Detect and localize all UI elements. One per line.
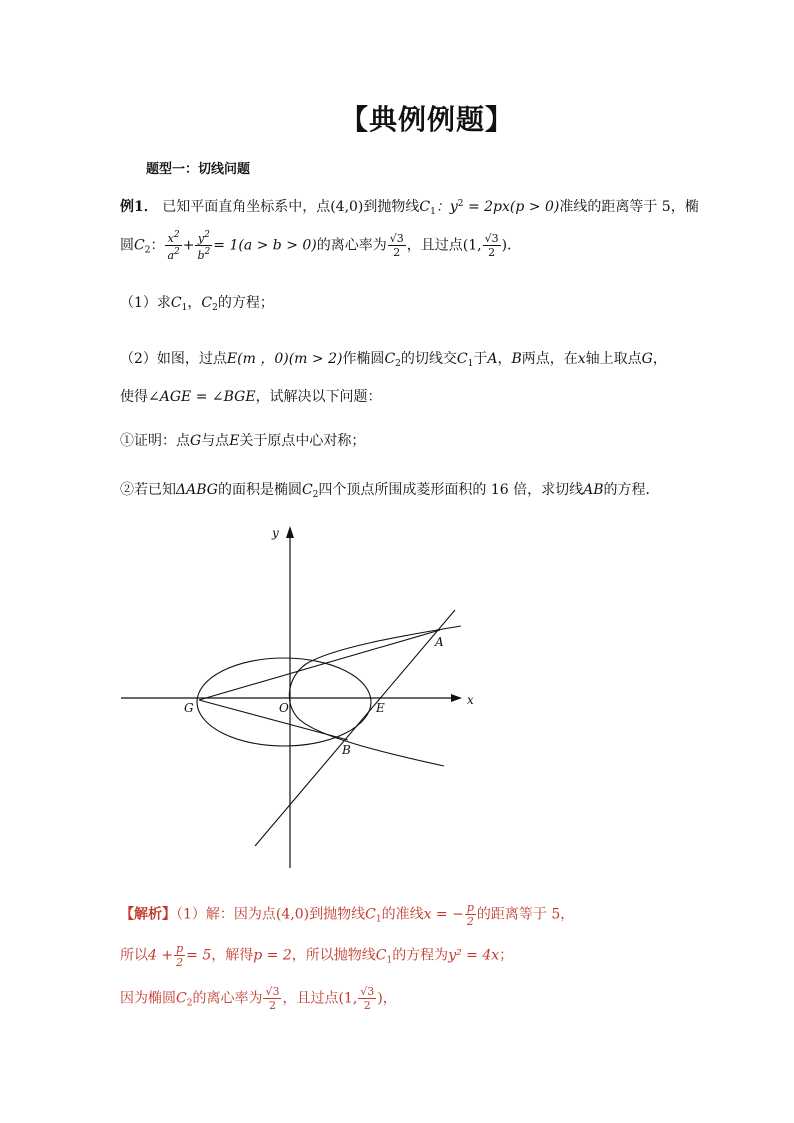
example-line-2: 圆$C_2$： $\frac{x^2}{a^2}$ + $\frac{y^2}{b^2}$ = 1(a > b > 0)的离心率为 $\frac{√3}{2}$ ，且过点(1, $\frac{√3}{2}$ )． [120, 230, 522, 262]
label-o: O [279, 701, 289, 715]
label-y: y [272, 526, 279, 540]
label-g: G [184, 701, 194, 715]
fraction-sqrt3-2-sol: $\frac{√3}{2}$ [265, 985, 280, 1012]
question-2-part-1: ①证明：点G与点E关于原点中心对称； [120, 433, 366, 449]
fraction-sqrt3-2-sol-pt: $\frac{√3}{2}$ [360, 985, 375, 1012]
solution-line-1: 【解析】（1）解：因为点(4,0)到抛物线$C_1$的准线x = − $\frac{p}{2}$ 的距离等于 5， [120, 901, 575, 928]
example-label: 例1． [120, 199, 158, 215]
label-e: E [376, 701, 385, 715]
section-heading: 题型一：切线问题 [146, 162, 251, 177]
question-2-part-2: ②若已知ΔABG的面积是椭圆$C_2$四个顶点所围成菱形面积的 16 倍，求切线AB的方程． [120, 482, 660, 500]
solution-line-3: 因为椭圆$C_2$的离心率为 $\frac{√3}{2}$ ，且过点(1, $\frac{√3}{2}$ )， [120, 985, 397, 1012]
x-axis-arrow [451, 694, 462, 702]
solution-line-2: 所以4 + $\frac{p}{2}$ = 5，解得p = 2，所以抛物线$C_1$的方程为y² = 4x； [120, 942, 514, 969]
page-title: 【典例例题】 [339, 103, 514, 136]
question-1: （1）求$C_1$，$C_2$的方程； [120, 295, 274, 313]
fraction-x2-a2: $\frac{x^2}{a^2}$ [167, 230, 180, 262]
geometry-figure [110, 515, 490, 875]
question-2-cont: 使得∠AGE = ∠BGE，试解决以下问题： [120, 389, 382, 405]
solution-tag: 【解析】 [120, 906, 176, 923]
label-a: A [435, 635, 444, 649]
tangent-line-ab [255, 610, 455, 846]
fraction-p-2: $\frac{p}{2}$ [466, 901, 474, 928]
y-axis-arrow [286, 526, 294, 538]
question-2: （2）如图，过点E(m ，0)(m > 2)作椭圆$C_2$的切线交$C_1$于A，B两点，在x轴上取点G， [120, 351, 667, 369]
fraction-p-2-b: $\frac{p}{2}$ [176, 942, 184, 969]
example-line-1: 例1． 已知平面直角坐标系中，点(4,0)到抛物线$C_1$：$y^2 = 2px(p > 0)$准线的距离等于 5，椭 [120, 199, 699, 217]
label-x: x [467, 693, 474, 707]
line-gb [199, 700, 348, 740]
fraction-y2-b2: $\frac{y^2}{b^2}$ [197, 230, 211, 262]
label-b: B [342, 743, 351, 757]
fraction-sqrt3-2-point: $\frac{√3}{2}$ [484, 232, 499, 259]
fraction-sqrt3-2: $\frac{√3}{2}$ [389, 232, 404, 259]
